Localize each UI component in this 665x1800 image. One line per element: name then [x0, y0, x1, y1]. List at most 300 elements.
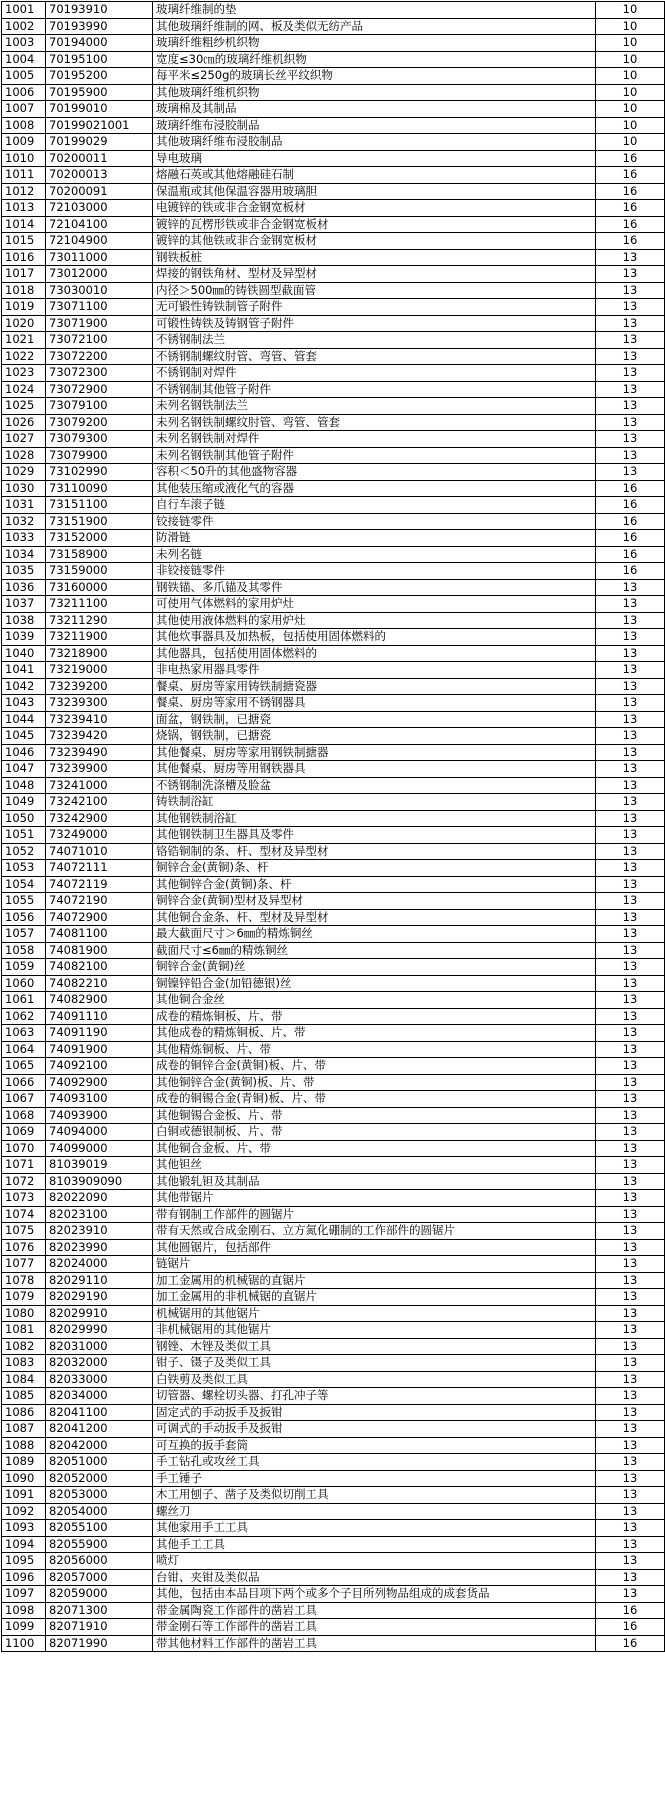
rate: 10	[596, 18, 665, 35]
product-name: 未列名钢铁制螺纹肘管、弯管、管套	[153, 414, 596, 431]
product-name: 钢锉、木锉及类似工具	[153, 1338, 596, 1355]
hs-code: 82057000	[46, 1569, 153, 1586]
product-name: 截面尺寸≤6㎜的精炼铜丝	[153, 942, 596, 959]
rate: 13	[596, 992, 665, 1009]
row-number: 1009	[2, 134, 46, 151]
product-name: 焊接的钢铁角材、型材及异型材	[153, 266, 596, 283]
product-name: 其他精炼铜板、片、带	[153, 1041, 596, 1058]
rate: 16	[596, 183, 665, 200]
hs-code: 73152000	[46, 530, 153, 547]
hs-code: 74092100	[46, 1058, 153, 1075]
product-name: 钢铁锚、多爪锚及其零件	[153, 579, 596, 596]
row-number: 1097	[2, 1586, 46, 1603]
product-name: 钳子、镊子及类似工具	[153, 1355, 596, 1372]
row-number: 1005	[2, 68, 46, 85]
product-name: 螺丝刀	[153, 1503, 596, 1520]
product-name: 非电热家用器具零件	[153, 662, 596, 679]
rate: 13	[596, 414, 665, 431]
table-row	[2, 117, 665, 134]
row-number: 1073	[2, 1190, 46, 1207]
rate: 13	[596, 596, 665, 613]
table-row	[2, 530, 665, 547]
hs-code: 73151100	[46, 497, 153, 514]
hs-code: 73110090	[46, 480, 153, 497]
product-name: 玻璃纤维布浸胶制品	[153, 117, 596, 134]
rate: 13	[596, 1008, 665, 1025]
row-number: 1056	[2, 909, 46, 926]
row-number: 1070	[2, 1140, 46, 1157]
table-row	[2, 431, 665, 448]
product-name: 不锈钢制对焊件	[153, 365, 596, 382]
hs-code: 82031000	[46, 1338, 153, 1355]
hs-code: 73160000	[46, 579, 153, 596]
rate: 10	[596, 51, 665, 68]
table-row	[2, 1206, 665, 1223]
hs-code: 73239410	[46, 711, 153, 728]
hs-code: 74091900	[46, 1041, 153, 1058]
product-name: 其他钽丝	[153, 1157, 596, 1174]
table-row	[2, 1388, 665, 1405]
row-number: 1038	[2, 612, 46, 629]
rate: 16	[596, 530, 665, 547]
rate: 10	[596, 2, 665, 19]
row-number: 1019	[2, 299, 46, 316]
row-number: 1003	[2, 35, 46, 52]
rate: 13	[596, 1553, 665, 1570]
table-row	[2, 860, 665, 877]
rate: 16	[596, 480, 665, 497]
rate: 13	[596, 315, 665, 332]
product-name: 内径＞500㎜的铸铁圆型截面管	[153, 282, 596, 299]
hs-code: 82029110	[46, 1272, 153, 1289]
hs-code: 70200013	[46, 167, 153, 184]
product-name: 铸铁制浴缸	[153, 794, 596, 811]
hs-code: 74072111	[46, 860, 153, 877]
product-name: 非机械锯用的其他锯片	[153, 1322, 596, 1339]
row-number: 1072	[2, 1173, 46, 1190]
row-number: 1052	[2, 843, 46, 860]
product-name: 其他铜锡合金板、片、带	[153, 1107, 596, 1124]
table-row	[2, 101, 665, 118]
row-number: 1088	[2, 1437, 46, 1454]
product-name: 可互换的扳手套筒	[153, 1437, 596, 1454]
product-name: 白铜或德银制板、片、带	[153, 1124, 596, 1141]
row-number: 1050	[2, 810, 46, 827]
table-row	[2, 711, 665, 728]
table-row	[2, 645, 665, 662]
hs-code: 82051000	[46, 1454, 153, 1471]
row-number: 1096	[2, 1569, 46, 1586]
row-number: 1095	[2, 1553, 46, 1570]
row-number: 1002	[2, 18, 46, 35]
rate: 13	[596, 942, 665, 959]
rate: 13	[596, 1371, 665, 1388]
table-row	[2, 876, 665, 893]
product-name: 切管器、螺栓切头器、打孔冲子等	[153, 1388, 596, 1405]
product-name: 餐桌、厨房等家用不锈钢器具	[153, 695, 596, 712]
rate: 13	[596, 629, 665, 646]
hs-code: 73158900	[46, 546, 153, 563]
tariff-table-body	[2, 2, 665, 1652]
rate: 13	[596, 282, 665, 299]
product-name: 铜锌合金(黄铜)型材及异型材	[153, 893, 596, 910]
row-number: 1037	[2, 596, 46, 613]
row-number: 1028	[2, 447, 46, 464]
table-row	[2, 1140, 665, 1157]
hs-code: 74082900	[46, 992, 153, 1009]
table-row	[2, 579, 665, 596]
table-row	[2, 398, 665, 415]
product-name: 自行车滚子链	[153, 497, 596, 514]
row-number: 1086	[2, 1404, 46, 1421]
row-number: 1099	[2, 1619, 46, 1636]
row-number: 1082	[2, 1338, 46, 1355]
rate: 13	[596, 1305, 665, 1322]
table-row	[2, 1338, 665, 1355]
table-row	[2, 200, 665, 217]
table-row	[2, 612, 665, 629]
hs-code: 82024000	[46, 1256, 153, 1273]
rate: 13	[596, 1041, 665, 1058]
hs-code: 73072300	[46, 365, 153, 382]
product-name: 其他手工工具	[153, 1536, 596, 1553]
hs-code: 73218900	[46, 645, 153, 662]
row-number: 1020	[2, 315, 46, 332]
hs-code: 74071010	[46, 843, 153, 860]
row-number: 1048	[2, 777, 46, 794]
product-name: 镀锌的其他铁或非合金钢宽板材	[153, 233, 596, 250]
hs-code: 74093100	[46, 1091, 153, 1108]
row-number: 1015	[2, 233, 46, 250]
table-row	[2, 447, 665, 464]
product-name: 带金属陶瓷工作部件的凿岩工具	[153, 1602, 596, 1619]
row-number: 1001	[2, 2, 46, 19]
hs-code: 73071100	[46, 299, 153, 316]
row-number: 1029	[2, 464, 46, 481]
hs-code: 82053000	[46, 1487, 153, 1504]
rate: 13	[596, 1091, 665, 1108]
table-row	[2, 35, 665, 52]
rate: 16	[596, 216, 665, 233]
row-number: 1059	[2, 959, 46, 976]
product-name: 铜锌合金(黄铜)丝	[153, 959, 596, 976]
product-name: 其他铜合金条、杆、型材及异型材	[153, 909, 596, 926]
rate: 13	[596, 645, 665, 662]
hs-code: 74081100	[46, 926, 153, 943]
table-row	[2, 678, 665, 695]
hs-code: 73079200	[46, 414, 153, 431]
product-name: 其他铜锌合金(黄铜)条、杆	[153, 876, 596, 893]
row-number: 1017	[2, 266, 46, 283]
row-number: 1092	[2, 1503, 46, 1520]
product-name: 带金刚石等工作部件的凿岩工具	[153, 1619, 596, 1636]
rate: 13	[596, 893, 665, 910]
rate: 13	[596, 1454, 665, 1471]
hs-code: 82029990	[46, 1322, 153, 1339]
product-name: 铜锌合金(黄铜)条、杆	[153, 860, 596, 877]
row-number: 1062	[2, 1008, 46, 1025]
table-row	[2, 1437, 665, 1454]
table-row	[2, 843, 665, 860]
table-row	[2, 1454, 665, 1471]
hs-code: 82041100	[46, 1404, 153, 1421]
hs-code: 73072900	[46, 381, 153, 398]
table-row	[2, 1421, 665, 1438]
row-number: 1077	[2, 1256, 46, 1273]
table-row	[2, 695, 665, 712]
product-name: 未列名钢铁制法兰	[153, 398, 596, 415]
hs-code: 82059000	[46, 1586, 153, 1603]
hs-code: 74072190	[46, 893, 153, 910]
hs-code: 82042000	[46, 1437, 153, 1454]
row-number: 1075	[2, 1223, 46, 1240]
row-number: 1068	[2, 1107, 46, 1124]
product-name: 不锈钢制螺纹肘管、弯管、管套	[153, 348, 596, 365]
table-row	[2, 563, 665, 580]
rate: 13	[596, 381, 665, 398]
rate: 16	[596, 150, 665, 167]
product-name: 带有钢制工作部件的圆锯片	[153, 1206, 596, 1223]
product-name: 其他器具，包括使用固体燃料的	[153, 645, 596, 662]
product-name: 链锯片	[153, 1256, 596, 1273]
hs-code: 74072119	[46, 876, 153, 893]
table-row	[2, 348, 665, 365]
hs-code: 82029190	[46, 1289, 153, 1306]
row-number: 1047	[2, 761, 46, 778]
row-number: 1043	[2, 695, 46, 712]
row-number: 1010	[2, 150, 46, 167]
product-name: 白铁剪及类似工具	[153, 1371, 596, 1388]
row-number: 1040	[2, 645, 46, 662]
rate: 13	[596, 909, 665, 926]
rate: 13	[596, 1421, 665, 1438]
row-number: 1045	[2, 728, 46, 745]
table-row	[2, 1470, 665, 1487]
hs-code: 82071300	[46, 1602, 153, 1619]
product-name: 熔融石英或其他熔融硅石制	[153, 167, 596, 184]
table-row	[2, 596, 665, 613]
table-row	[2, 1371, 665, 1388]
table-row	[2, 1635, 665, 1652]
table-row	[2, 827, 665, 844]
product-name: 其他装压缩或液化气的容器	[153, 480, 596, 497]
table-row	[2, 51, 665, 68]
rate: 13	[596, 777, 665, 794]
rate: 13	[596, 1388, 665, 1405]
hs-code: 73242900	[46, 810, 153, 827]
rate: 10	[596, 35, 665, 52]
table-row	[2, 629, 665, 646]
table-row	[2, 332, 665, 349]
row-number: 1025	[2, 398, 46, 415]
hs-code: 70193990	[46, 18, 153, 35]
hs-code: 73079900	[46, 447, 153, 464]
table-row	[2, 1487, 665, 1504]
row-number: 1065	[2, 1058, 46, 1075]
hs-code: 73241000	[46, 777, 153, 794]
row-number: 1034	[2, 546, 46, 563]
table-row	[2, 18, 665, 35]
rate: 13	[596, 1487, 665, 1504]
row-number: 1089	[2, 1454, 46, 1471]
table-row	[2, 381, 665, 398]
row-number: 1008	[2, 117, 46, 134]
product-name: 固定式的手动扳手及扳钳	[153, 1404, 596, 1421]
rate: 16	[596, 563, 665, 580]
rate: 13	[596, 266, 665, 283]
hs-code: 81039019	[46, 1157, 153, 1174]
table-row	[2, 84, 665, 101]
rate: 16	[596, 497, 665, 514]
rate: 13	[596, 1586, 665, 1603]
hs-code: 82023990	[46, 1239, 153, 1256]
hs-code: 73102990	[46, 464, 153, 481]
row-number: 1085	[2, 1388, 46, 1405]
table-row	[2, 1503, 665, 1520]
table-row	[2, 1107, 665, 1124]
row-number: 1011	[2, 167, 46, 184]
row-number: 1090	[2, 1470, 46, 1487]
tariff-table	[1, 1, 665, 1652]
row-number: 1044	[2, 711, 46, 728]
table-row	[2, 414, 665, 431]
product-name: 玻璃纤维粗纱机织物	[153, 35, 596, 52]
hs-code: 82071990	[46, 1635, 153, 1652]
product-name: 未列名链	[153, 546, 596, 563]
product-name: 其他锻轧钽及其制品	[153, 1173, 596, 1190]
table-row	[2, 728, 665, 745]
table-row	[2, 1157, 665, 1174]
rate: 13	[596, 249, 665, 266]
rate: 13	[596, 1520, 665, 1537]
row-number: 1007	[2, 101, 46, 118]
product-name: 成卷的精炼铜板、片、带	[153, 1008, 596, 1025]
product-name: 其他餐桌、厨房等用钢铁器具	[153, 761, 596, 778]
hs-code: 70194000	[46, 35, 153, 52]
product-name: 其他炊事器具及加热板，包括使用固体燃料的	[153, 629, 596, 646]
rate: 13	[596, 1256, 665, 1273]
product-name: 其他圆锯片，包括部件	[153, 1239, 596, 1256]
row-number: 1013	[2, 200, 46, 217]
rate: 13	[596, 1173, 665, 1190]
rate: 13	[596, 860, 665, 877]
table-row	[2, 1619, 665, 1636]
row-number: 1022	[2, 348, 46, 365]
product-name: 手工锤子	[153, 1470, 596, 1487]
table-row	[2, 992, 665, 1009]
rate: 13	[596, 398, 665, 415]
row-number: 1060	[2, 975, 46, 992]
row-number: 1054	[2, 876, 46, 893]
rate: 13	[596, 1190, 665, 1207]
rate: 16	[596, 167, 665, 184]
row-number: 1087	[2, 1421, 46, 1438]
rate: 10	[596, 134, 665, 151]
product-name: 可使用气体燃料的家用炉灶	[153, 596, 596, 613]
table-row	[2, 1305, 665, 1322]
row-number: 1033	[2, 530, 46, 547]
table-row	[2, 2, 665, 19]
hs-code: 70195100	[46, 51, 153, 68]
table-row	[2, 464, 665, 481]
hs-code: 73071900	[46, 315, 153, 332]
row-number: 1064	[2, 1041, 46, 1058]
table-row	[2, 480, 665, 497]
rate: 13	[596, 662, 665, 679]
rate: 13	[596, 1338, 665, 1355]
hs-code: 73211290	[46, 612, 153, 629]
table-row	[2, 1124, 665, 1141]
rate: 13	[596, 975, 665, 992]
row-number: 1031	[2, 497, 46, 514]
hs-code: 73011000	[46, 249, 153, 266]
row-number: 1100	[2, 1635, 46, 1652]
hs-code: 70195900	[46, 84, 153, 101]
product-name: 其他铜锌合金(黄铜)板、片、带	[153, 1074, 596, 1091]
product-name: 最大截面尺寸＞6㎜的精炼铜丝	[153, 926, 596, 943]
rate: 13	[596, 1025, 665, 1042]
product-name: 其他餐桌、厨房等家用钢铁制搪器	[153, 744, 596, 761]
product-name: 其他，包括由本品目项下两个或多个子目所列物品组成的成套货品	[153, 1586, 596, 1603]
hs-code: 73239300	[46, 695, 153, 712]
row-number: 1093	[2, 1520, 46, 1537]
table-row	[2, 1569, 665, 1586]
hs-code: 82029910	[46, 1305, 153, 1322]
hs-code: 74082100	[46, 959, 153, 976]
rate: 13	[596, 1470, 665, 1487]
hs-code: 82056000	[46, 1553, 153, 1570]
table-row	[2, 68, 665, 85]
product-name: 玻璃棉及其制品	[153, 101, 596, 118]
hs-code: 73211900	[46, 629, 153, 646]
rate: 13	[596, 1206, 665, 1223]
table-row	[2, 233, 665, 250]
rate: 13	[596, 1239, 665, 1256]
table-row	[2, 1239, 665, 1256]
product-name: 其他玻璃纤维制的网、板及类似无纺产品	[153, 18, 596, 35]
rate: 13	[596, 678, 665, 695]
table-row	[2, 662, 665, 679]
hs-code: 74091110	[46, 1008, 153, 1025]
hs-code: 73072100	[46, 332, 153, 349]
row-number: 1027	[2, 431, 46, 448]
row-number: 1067	[2, 1091, 46, 1108]
hs-code: 73219000	[46, 662, 153, 679]
table-row	[2, 282, 665, 299]
table-row	[2, 134, 665, 151]
row-number: 1026	[2, 414, 46, 431]
row-number: 1035	[2, 563, 46, 580]
row-number: 1021	[2, 332, 46, 349]
table-row	[2, 761, 665, 778]
hs-code: 73012000	[46, 266, 153, 283]
rate: 13	[596, 1322, 665, 1339]
table-row	[2, 777, 665, 794]
hs-code: 70199021001	[46, 117, 153, 134]
rate: 16	[596, 1635, 665, 1652]
product-name: 铰接链零件	[153, 513, 596, 530]
product-name: 其他钢铁制卫生器具及零件	[153, 827, 596, 844]
hs-code: 82054000	[46, 1503, 153, 1520]
table-row	[2, 1223, 665, 1240]
product-name: 铜镍锌铅合金(加铅德银)丝	[153, 975, 596, 992]
rate: 13	[596, 761, 665, 778]
hs-code: 72103000	[46, 200, 153, 217]
row-number: 1066	[2, 1074, 46, 1091]
table-row	[2, 365, 665, 382]
row-number: 1041	[2, 662, 46, 679]
table-row	[2, 909, 665, 926]
